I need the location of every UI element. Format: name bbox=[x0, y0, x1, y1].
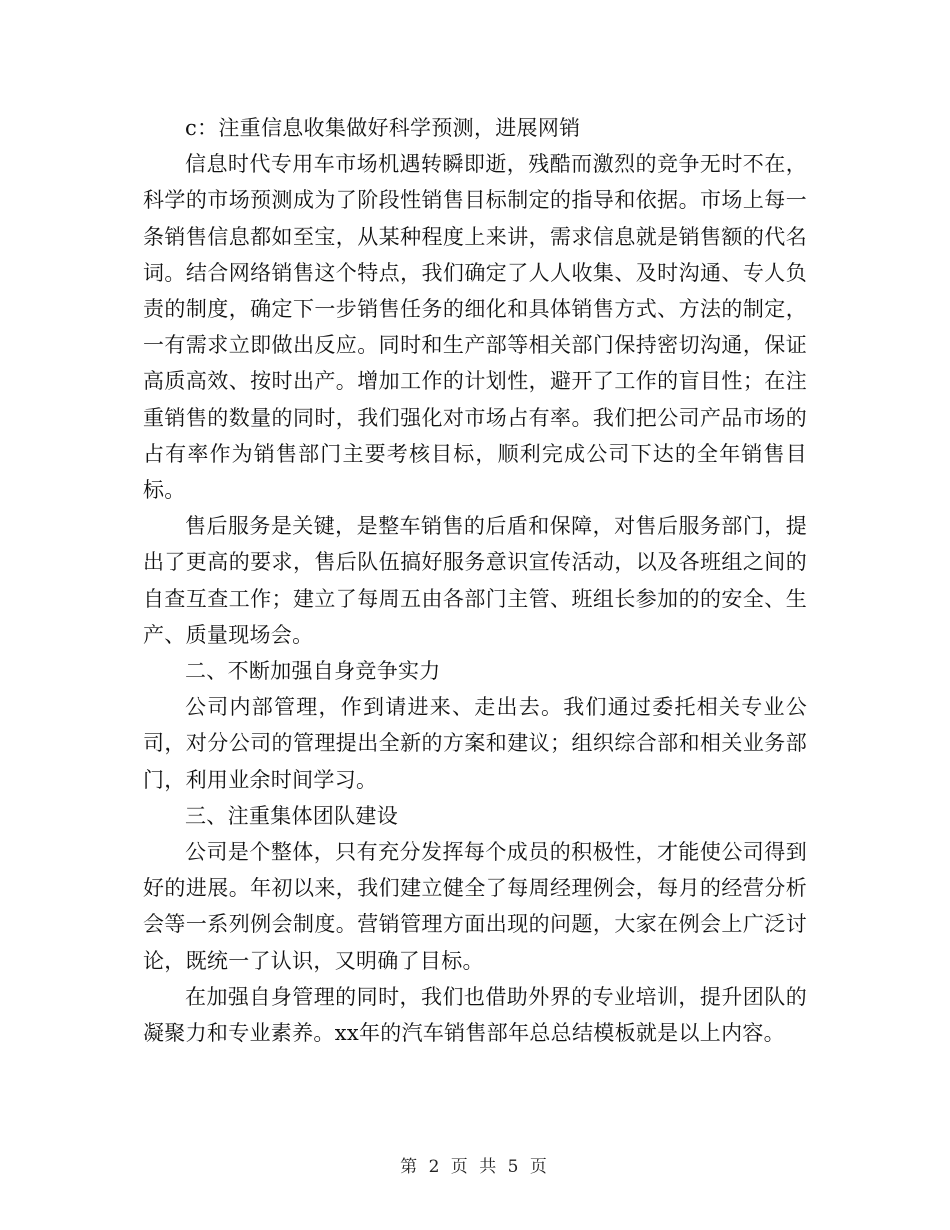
section-heading-team-building: 三、注重集体团队建设 bbox=[185, 803, 398, 828]
paragraph-company-whole: 公司是个整体，只有充分发挥每个成员的积极性，才能使公司得到好的进展。年初以来，我们建立健全了每周经理例会，每月的经营分析会等一系列例会制度。营销管理方面出现的问题，大家在例会上广泛讨论，既统一了认识，又明确了目标。 bbox=[143, 840, 807, 973]
document-body bbox=[143, 110, 807, 1051]
paragraph-heading-c: c：注重信息收集做好科学预测，进展网销 bbox=[185, 116, 581, 140]
page-number-footer: 第 2 页 共 5 页 bbox=[400, 1157, 550, 1177]
section-heading-competitiveness: 二、不断加强自身竞争实力 bbox=[185, 659, 441, 684]
paragraph-after-sales: 售后服务是关键，是整车销售的后盾和保障，对售后服务部门，提出了更高的要求，售后队伍搞好服务意识宣传活动，以及各班组之间的自查互查工作；建立了每周五由各部门主管、班组长参加的的安全、生产、质量现场会。 bbox=[143, 514, 807, 647]
paragraph-conclusion: 在加强自身管理的同时，我们也借助外界的专业培训，提升团队的凝聚力和专业素养。xx年的汽车销售部年总总结模板就是以上内容。 bbox=[143, 984, 807, 1046]
paragraph-market-forecast: 信息时代专用车市场机遇转瞬即逝，残酷而激烈的竞争无时不在，科学的市场预测成为了阶段性销售目标制定的指导和依据。市场上每一条销售信息都如至宝，从某种程度上来讲，需求信息就是销售额的代名词。结合网络销售这个特点，我们确定了人人收集、及时沟通、专人负责的制度，确定下一步销售任务的细化和具体销售方式、方法的制定，一有需求立即做出反应。同时和生产部等相关部门保持密切沟通，保证高质高效、按时出产。增加工作的计划性，避开了工作的盲目性；在注重销售的数量的同时，我们强化对市场占有率。我们把公司产品市场的占有率作为销售部门主要考核目标，顺利完成公司下达的全年销售目标。 bbox=[143, 152, 807, 503]
paragraph-internal-management: 公司内部管理，作到请进来、走出去。我们通过委托相关专业公司，对分公司的管理提出全新的方案和建议；组织综合部和相关业务部门，利用业余时间学习。 bbox=[143, 695, 807, 792]
